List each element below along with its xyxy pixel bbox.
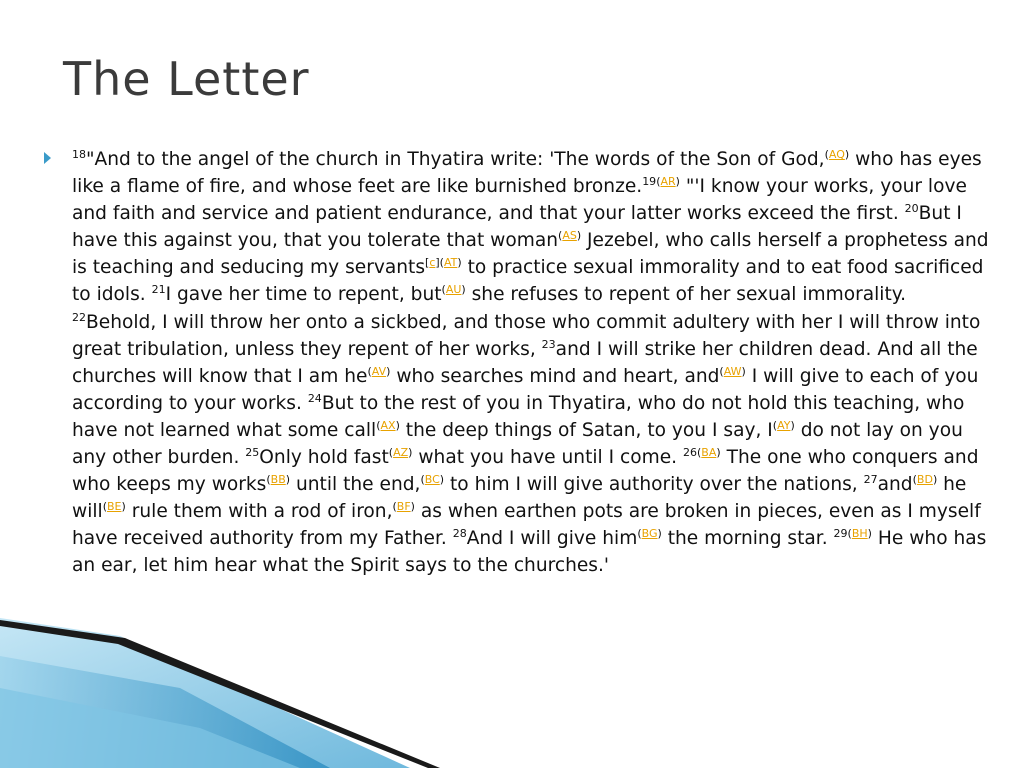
cross-reference-link[interactable]: AY xyxy=(777,418,791,432)
text-run: Only hold fast xyxy=(259,447,389,469)
cross-reference-link[interactable]: BB xyxy=(270,473,286,487)
cross-reference-link[interactable]: BF xyxy=(396,500,411,514)
cross-reference-link[interactable]: AU xyxy=(445,283,462,297)
cross-reference: (BB) xyxy=(266,473,291,487)
footnote-reference: [c] xyxy=(425,256,440,270)
text-run: and xyxy=(877,474,913,496)
scripture-text xyxy=(72,146,994,580)
cross-reference: (AT) xyxy=(439,256,462,270)
cross-reference: (AQ) xyxy=(824,148,850,161)
text-run: as when earthen pots are broken in pieces, even as I myself have received authority from my Father. xyxy=(72,501,981,550)
verse-number: 28 xyxy=(452,527,467,541)
cross-reference-link[interactable]: BG xyxy=(641,527,658,541)
cross-reference: (AS) xyxy=(558,229,582,243)
text-run: what you have until I come. xyxy=(412,447,683,469)
text-run: But I have this against you, that you tolerate that woman xyxy=(72,203,962,252)
verse-number: 22 xyxy=(72,310,86,324)
text-run: Behold, I will throw her onto a sickbed, and those who commit adultery with her I will throw into great tribulation, unless they repent of her works, xyxy=(72,311,981,360)
cross-reference-link[interactable]: AZ xyxy=(393,446,409,460)
cross-reference-link[interactable]: BE xyxy=(107,500,122,514)
cross-reference: (BG) xyxy=(637,527,662,541)
corner-swoosh-decoration xyxy=(0,618,560,768)
verse-number: 18 xyxy=(72,148,86,161)
text-run: "'I know your works, your love and faith and service and patient endurance, and that your latter works exceed the first. xyxy=(72,176,967,225)
cross-reference: (AY) xyxy=(772,418,795,432)
cross-reference: (AW) xyxy=(719,364,746,378)
verse-number: 23 xyxy=(541,337,556,351)
text-run: until the end, xyxy=(290,474,421,496)
cross-reference-link[interactable]: AV xyxy=(371,364,387,378)
text-run: who searches mind and heart, and xyxy=(390,365,720,387)
text-run: I will give to each of you according to your works. xyxy=(72,365,979,414)
cross-reference: (BD) xyxy=(912,473,938,487)
text-run: he will xyxy=(72,474,967,523)
cross-reference: (AV) xyxy=(367,364,391,378)
cross-reference: (BF) xyxy=(392,500,415,514)
verse-number: 26 xyxy=(683,446,697,460)
cross-reference-link[interactable]: AS xyxy=(562,229,577,243)
cross-reference: (AX) xyxy=(376,418,400,432)
cross-reference: (BA) xyxy=(697,446,721,460)
cross-reference-link[interactable]: AT xyxy=(443,256,458,270)
bullet-triangle-icon xyxy=(44,152,51,164)
text-run: do not lay on you any other burden. xyxy=(72,419,963,469)
cross-reference: (BC) xyxy=(420,473,445,487)
cross-reference: (AZ) xyxy=(388,446,413,460)
verse-number: 29 xyxy=(833,527,848,541)
cross-reference: (BH) xyxy=(847,527,872,541)
verse-number: 21 xyxy=(151,283,166,297)
cross-reference: (AU) xyxy=(441,283,466,297)
text-run: the deep things of Satan, to you I say, I xyxy=(399,419,773,441)
text-run: she refuses to repent of her sexual immorality. xyxy=(465,284,907,306)
cross-reference-link[interactable]: BA xyxy=(701,446,717,460)
text-run: The one who conquers and who keeps my works xyxy=(72,447,979,496)
verse-number: 25 xyxy=(245,446,260,460)
text-run: to him I will give authority over the nations, xyxy=(444,474,864,496)
verse-number: 27 xyxy=(863,473,878,487)
text-run: "And to the angel of the church in Thyatira write: 'The words of the Son of God, xyxy=(86,149,825,170)
text-run: Jezebel, who calls herself a prophetess and is teaching and seducing my servants xyxy=(72,230,989,279)
text-run: But to the rest of you in Thyatira, who do not hold this teaching, who have not learned what some call xyxy=(72,392,965,441)
text-run: the morning star. xyxy=(661,528,834,550)
cross-reference-link[interactable]: AR xyxy=(660,175,676,189)
text-run: rule them with a rod of iron, xyxy=(125,501,393,523)
text-run: I gave her time to repent, but xyxy=(165,284,442,306)
cross-reference-link[interactable]: BC xyxy=(424,473,440,487)
verse-number: 19 xyxy=(642,175,657,189)
verse-number: 20 xyxy=(904,202,919,216)
text-run: who has eyes like a flame of fire, and whose feet are like burnished bronze. xyxy=(72,149,982,198)
cross-reference-link[interactable]: BD xyxy=(916,473,933,487)
text-run: to practice sexual immorality and to eat food sacrificed to idols. xyxy=(72,257,984,306)
cross-reference: (AR) xyxy=(656,175,680,189)
text-run: and I will strike her children dead. And all the churches will know that I am he xyxy=(72,338,978,387)
slide-title: The Letter xyxy=(63,52,310,106)
cross-reference-link[interactable]: AW xyxy=(723,364,742,378)
text-run: And I will give him xyxy=(466,528,638,550)
cross-reference-link[interactable]: BH xyxy=(851,527,868,541)
cross-reference: (BE) xyxy=(102,500,126,514)
verse-number: 24 xyxy=(307,391,322,405)
footnote-link[interactable]: c xyxy=(429,256,436,270)
cross-reference-link[interactable]: AQ xyxy=(828,148,845,161)
text-run: He who has an ear, let him hear what the Spirit says to the churches.' xyxy=(72,528,987,577)
cross-reference-link[interactable]: AX xyxy=(380,418,396,432)
